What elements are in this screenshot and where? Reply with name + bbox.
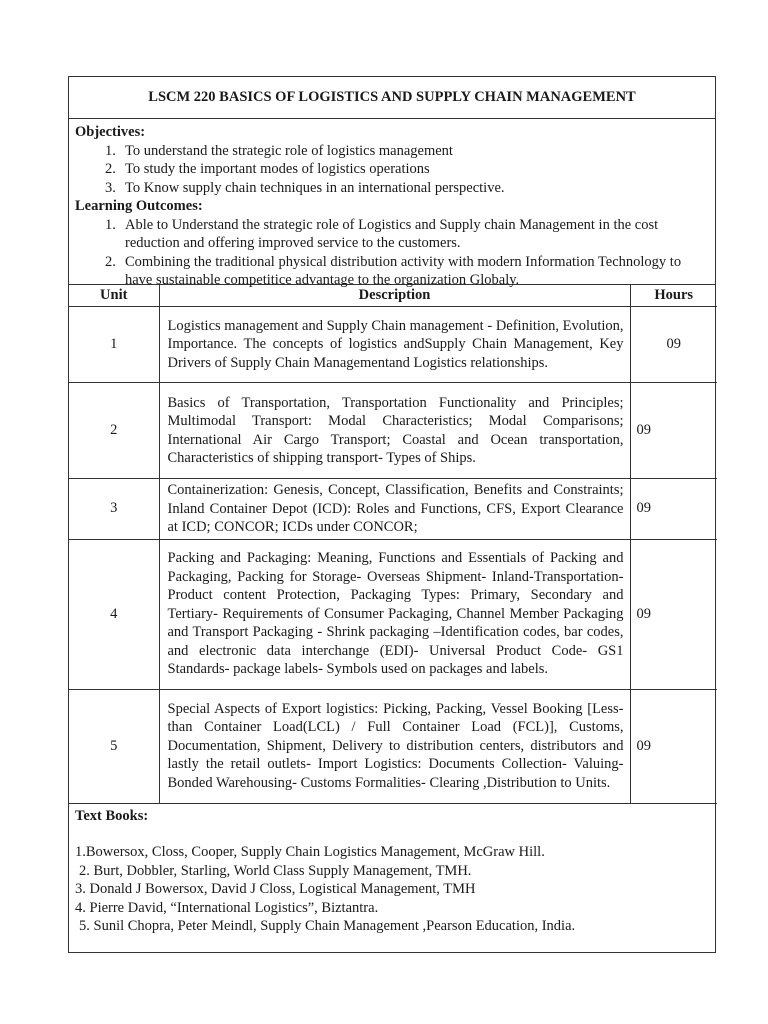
table-row [69,539,717,689]
unit-number: 3 [69,479,159,540]
unit-header: Unit [69,285,159,307]
text-books-heading: Text Books: [75,807,149,824]
unit-description: Basics of Transportation, Transportation Functionality and Principles; Multimodal Transport: Modal Characteristics; Modal Comparisons; International Air Cargo Transport; Coastal and Ocean transportation, Characteristics of shipping transport- Types of Ships. [159,383,630,479]
unit-number: 5 [69,689,159,803]
unit-hours: 09 [630,307,717,383]
outcomes-heading: Learning Outcomes: [75,198,203,214]
unit-description: Special Aspects of Export logistics: Picking, Packing, Vessel Booking [Less-than Container Load(LCL) / Full Container Load (FCL)], Customs, Documentation, Shipment, Delivery to distribution centers, distributors and lastly the retail outlets- Import Logistics: Documents Collection- Valuing- Bonded Warehousing- Customs Formalities- Clearing ,Distribution to Units. [159,689,630,803]
course-title: LSCM 220 BASICS OF LOGISTICS AND SUPPLY CHAIN MANAGEMENT [69,77,715,119]
unit-hours: 09 [630,479,717,540]
unit-description: Logistics management and Supply Chain management - Definition, Evolution, Importance. The concepts of logistics andSupply Chain Management, Key Drivers of Supply Chain Managementand Logistics relationships. [159,307,630,383]
objective-item: 1. To understand the strategic role of logistics management [105,142,453,159]
text-book-item: 2. Burt, Dobbler, Starling, World Class Supply Management, TMH. [79,862,472,879]
description-header: Description [159,285,630,307]
unit-description: Packing and Packaging: Meaning, Functions and Essentials of Packing and Packaging, Packing for Storage- Overseas Shipment- Inland-Transportation- Product content Protection, Packaging Types: Primary, Secondary and Tertiary- Requirements of Consumer Packaging, Channel Member Packaging and Transport Packaging - Shrink packaging –Identification codes, bar codes, and electronic data interchange (EDI)- Universal Product Code- GS1 Standards- package labels- Symbols used on packages and labels. [159,539,630,689]
objectives-heading: Objectives: [75,124,146,140]
hours-header: Hours [630,285,717,307]
unit-hours: 09 [630,539,717,689]
objective-item: 3. To Know supply chain techniques in an international perspective. [105,179,505,196]
objectives-list [75,142,709,198]
table-row [69,479,717,540]
outcomes-list [75,216,709,290]
unit-number: 1 [69,307,159,383]
outcome-item: 1. Able to Understand the strategic role of Logistics and Supply chain Management in the cost reduction and offering improved service to the customers. [105,216,659,251]
intro-section [69,119,715,288]
unit-hours: 09 [630,383,717,479]
syllabus-sheet [68,76,716,953]
text-book-item: 1.Bowersox, Closs, Cooper, Supply Chain Logistics Management, McGraw Hill. [75,844,545,860]
table-row [69,307,717,383]
unit-hours: 09 [630,689,717,803]
text-book-item: 3. Donald J Bowersox, David J Closs, Logistical Management, TMH [75,881,476,897]
table-row [69,689,717,803]
unit-number: 4 [69,539,159,689]
text-book-item: 4. Pierre David, “International Logistics”, Biztantra. [75,899,379,916]
unit-description: Containerization: Genesis, Concept, Classification, Benefits and Constraints; Inland Container Depot (ICD): Roles and Functions, CFS, Export Clearance at ICD; CONCOR; ICDs under CONCOR; [159,479,630,540]
outcome-item: 2. Combining the traditional physical distribution activity with modern Information Technology to have sustainable competitice advantage to the organization Globaly. [105,253,682,288]
text-books-section [69,804,715,936]
text-book-item: 5. Sunil Chopra, Peter Meindl, Supply Chain Management ,Pearson Education, India. [79,918,576,934]
unit-number: 2 [69,383,159,479]
units-table [69,285,717,804]
objective-item: 2. To study the important modes of logistics operations [105,161,430,177]
table-row [69,383,717,479]
